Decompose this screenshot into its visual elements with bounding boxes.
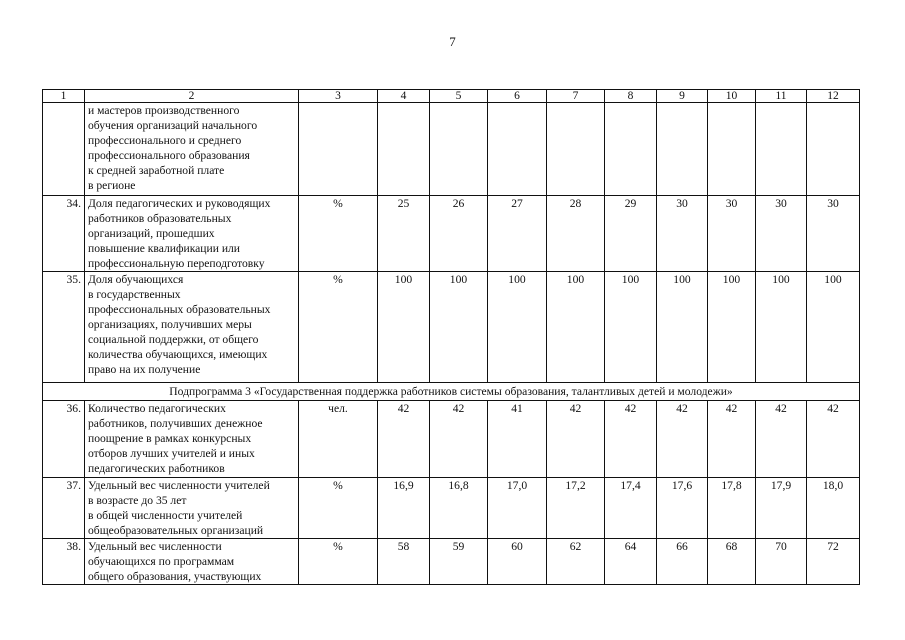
row-number: 35. <box>43 272 85 383</box>
indicator-description <box>85 401 299 478</box>
value-cell: 100 <box>756 272 807 383</box>
description-line: обучающихся по программам <box>88 555 235 568</box>
description-line: Доля обучающихся <box>88 273 184 286</box>
value-cell: 66 <box>657 539 708 585</box>
column-header: 2 <box>85 90 299 103</box>
description-line: работников образовательных <box>88 212 232 225</box>
value-cell: 42 <box>430 401 488 478</box>
description-line: профессиональную переподготовку <box>88 257 265 270</box>
indicator-description <box>85 478 299 539</box>
column-header: 9 <box>657 90 708 103</box>
value-cell <box>756 103 807 196</box>
value-cell <box>605 103 657 196</box>
description-line: к средней заработной плате <box>88 164 225 177</box>
indicator-description <box>85 539 299 585</box>
value-cell: 30 <box>708 196 756 272</box>
table-row <box>43 539 860 585</box>
value-cell: 42 <box>756 401 807 478</box>
value-cell: 30 <box>657 196 708 272</box>
header-row <box>43 90 860 103</box>
description-line: в возрасте до 35 лет <box>88 494 187 507</box>
value-cell: 100 <box>430 272 488 383</box>
value-cell: 17,4 <box>605 478 657 539</box>
indicator-description <box>85 272 299 383</box>
column-header: 10 <box>708 90 756 103</box>
description-line: повышение квалификации или <box>88 242 241 255</box>
value-cell: 100 <box>708 272 756 383</box>
unit-cell <box>299 103 378 196</box>
column-header: 1 <box>43 90 85 103</box>
table-row <box>43 478 860 539</box>
value-cell <box>807 103 860 196</box>
description-line: общего образования, участвующих <box>88 570 262 583</box>
value-cell: 25 <box>378 196 430 272</box>
value-cell: 42 <box>378 401 430 478</box>
value-cell: 100 <box>605 272 657 383</box>
row-number: 37. <box>43 478 85 539</box>
value-cell: 17,8 <box>708 478 756 539</box>
value-cell: 58 <box>378 539 430 585</box>
description-line: в общей численности учителей <box>88 509 243 522</box>
column-header: 12 <box>807 90 860 103</box>
subprogram-title: Подпрограмма 3 «Государственная поддержка работников системы образования, талантливых детей и молодежи» <box>43 383 860 401</box>
row-number: 38. <box>43 539 85 585</box>
column-header: 6 <box>488 90 547 103</box>
description-line: профессиональных образовательных <box>88 303 271 316</box>
column-header: 7 <box>547 90 605 103</box>
indicator-description <box>85 103 299 196</box>
description-line: Удельный вес численности <box>88 540 222 553</box>
description-line: в государственных <box>88 288 181 301</box>
description-line: поощрение в рамках конкурсных <box>88 432 252 445</box>
description-line: Доля педагогических и руководящих <box>88 197 271 210</box>
value-cell <box>657 103 708 196</box>
row-number: 34. <box>43 196 85 272</box>
description-line: обучения организаций начального <box>88 119 258 132</box>
description-line: Удельный вес численности учителей <box>88 479 270 492</box>
value-cell: 17,9 <box>756 478 807 539</box>
description-line: педагогических работников <box>88 462 225 475</box>
value-cell: 16,8 <box>430 478 488 539</box>
indicator-description <box>85 196 299 272</box>
table-body <box>43 90 860 585</box>
value-cell: 30 <box>756 196 807 272</box>
column-header: 5 <box>430 90 488 103</box>
description-line: и мастеров производственного <box>88 104 240 117</box>
value-cell: 17,6 <box>657 478 708 539</box>
description-line: количества обучающихся, имеющих <box>88 348 268 361</box>
description-line: социальной поддержки, от общего <box>88 333 259 346</box>
unit-cell: % <box>299 272 378 383</box>
value-cell: 100 <box>657 272 708 383</box>
value-cell <box>547 103 605 196</box>
value-cell: 100 <box>488 272 547 383</box>
value-cell: 17,2 <box>547 478 605 539</box>
value-cell: 16,9 <box>378 478 430 539</box>
description-line: профессионального и среднего <box>88 134 242 147</box>
description-line: работников, получивших денежное <box>88 417 263 430</box>
description-line: Количество педагогических <box>88 402 226 415</box>
value-cell: 100 <box>378 272 430 383</box>
description-line: профессионального образования <box>88 149 250 162</box>
table-row <box>43 401 860 478</box>
description-line: отборов лучших учителей и иных <box>88 447 255 460</box>
description-line: право на их получение <box>88 363 201 376</box>
value-cell: 70 <box>756 539 807 585</box>
section-row <box>43 383 860 401</box>
column-header: 11 <box>756 90 807 103</box>
value-cell: 29 <box>605 196 657 272</box>
value-cell: 72 <box>807 539 860 585</box>
value-cell: 100 <box>547 272 605 383</box>
row-number <box>43 103 85 196</box>
value-cell: 42 <box>807 401 860 478</box>
unit-cell: % <box>299 196 378 272</box>
value-cell: 27 <box>488 196 547 272</box>
value-cell: 100 <box>807 272 860 383</box>
value-cell: 60 <box>488 539 547 585</box>
value-cell <box>378 103 430 196</box>
value-cell: 62 <box>547 539 605 585</box>
value-cell <box>430 103 488 196</box>
value-cell: 68 <box>708 539 756 585</box>
value-cell: 42 <box>657 401 708 478</box>
page-number: 7 <box>449 34 456 49</box>
unit-cell: % <box>299 478 378 539</box>
value-cell: 64 <box>605 539 657 585</box>
unit-cell: % <box>299 539 378 585</box>
value-cell: 28 <box>547 196 605 272</box>
description-line: общеобразовательных организаций <box>88 524 264 537</box>
row-number: 36. <box>43 401 85 478</box>
column-header: 4 <box>378 90 430 103</box>
indicators-table <box>42 89 860 585</box>
description-line: организаций, прошедших <box>88 227 215 240</box>
value-cell: 41 <box>488 401 547 478</box>
column-header: 3 <box>299 90 378 103</box>
value-cell: 17,0 <box>488 478 547 539</box>
unit-cell: чел. <box>299 401 378 478</box>
table-row <box>43 103 860 196</box>
table-row <box>43 272 860 383</box>
description-line: организациях, получивших меры <box>88 318 252 331</box>
value-cell: 26 <box>430 196 488 272</box>
column-header: 8 <box>605 90 657 103</box>
value-cell: 30 <box>807 196 860 272</box>
value-cell <box>708 103 756 196</box>
value-cell: 59 <box>430 539 488 585</box>
table-row <box>43 196 860 272</box>
value-cell <box>488 103 547 196</box>
value-cell: 42 <box>605 401 657 478</box>
value-cell: 18,0 <box>807 478 860 539</box>
description-line: в регионе <box>88 179 136 192</box>
value-cell: 42 <box>547 401 605 478</box>
value-cell: 42 <box>708 401 756 478</box>
